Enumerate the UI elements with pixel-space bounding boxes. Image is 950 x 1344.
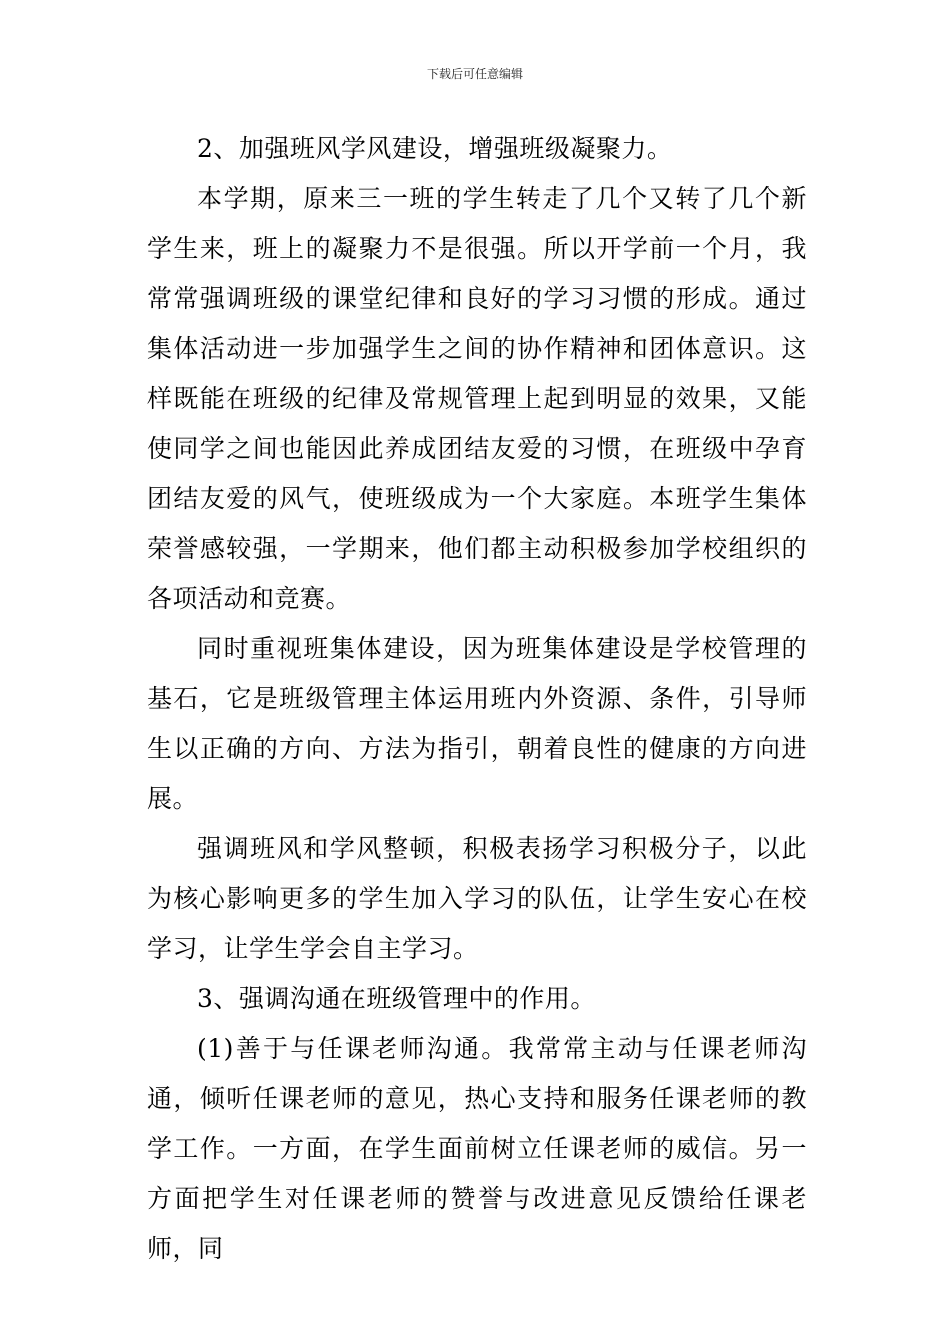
document-body bbox=[147, 124, 807, 1274]
paragraph-class-building: 同时重视班集体建设，因为班集体建设是学校管理的基石，它是班级管理主体运用班内外资源、条件，引导师生以正确的方向、方法为指引，朝着良性的健康的方向进展。 bbox=[147, 634, 807, 813]
paragraph-section-3-heading: 3、强调沟通在班级管理中的作用。 bbox=[197, 984, 596, 1013]
paragraph-teacher-communication: (1)善于与任课老师沟通。我常常主动与任课老师沟通，倾听任课老师的意见，热心支持和服务任课老师的教学工作。一方面，在学生面前树立任课老师的威信。另一方面把学生对任课老师的赞誉与改进意见反馈给任课老师，同 bbox=[147, 1034, 807, 1263]
page-header: 下载后可任意编辑 bbox=[426, 67, 523, 81]
paragraph-section-2-heading: 2、加强班风学风建设，增强班级凝聚力。 bbox=[197, 134, 673, 163]
paragraph-class-cohesion: 本学期，原来三一班的学生转走了几个又转了几个新学生来，班上的凝聚力不是很强。所以开学前一个月，我常常强调班级的课堂纪律和良好的学习习惯的形成。通过集体活动进一步加强学生之间的协作精神和团体意识。这样既能在班级的纪律及常规管理上起到明显的效果，又能使同学之间也能因此养成团结友爱的习惯，在班级中孕育团结友爱的风气，使班级成为一个大家庭。本班学生集体荣誉感较强，一学期来，他们都主动积极参加学校组织的各项活动和竞赛。 bbox=[147, 184, 807, 613]
paragraph-study-style: 强调班风和学风整顿，积极表扬学习积极分子，以此为核心影响更多的学生加入学习的队伍，让学生安心在校学习，让学生学会自主学习。 bbox=[147, 834, 807, 963]
